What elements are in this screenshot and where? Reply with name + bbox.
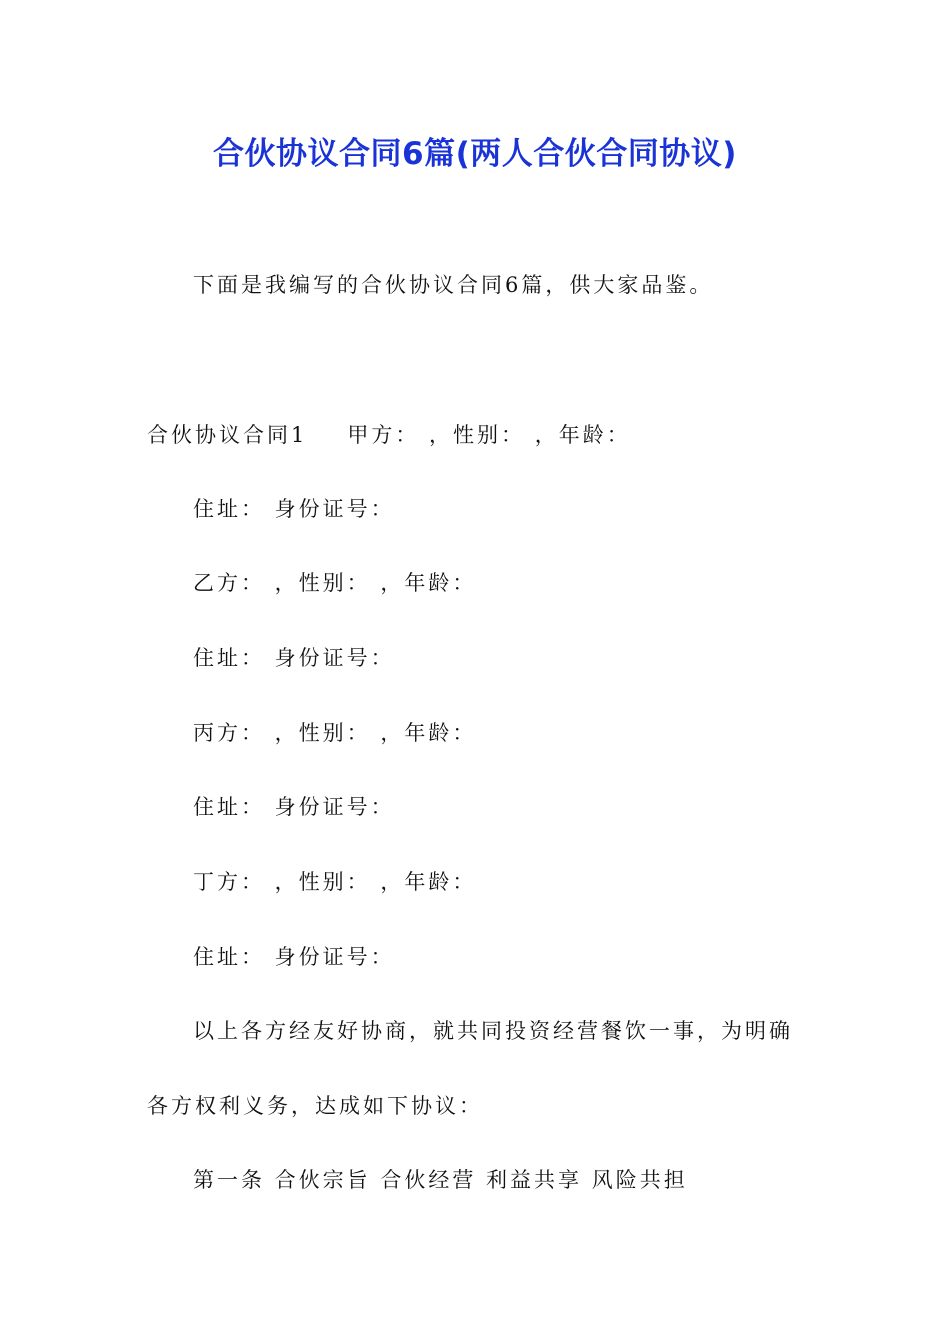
party-bing: 丙方： ，性别： ，年龄：: [193, 721, 477, 745]
address-line-2: 住址： 身份证号：: [193, 646, 395, 670]
address-line-3: 住址： 身份证号：: [193, 795, 395, 819]
party-yi: 乙方： ，性别： ，年龄：: [193, 571, 477, 595]
document-title: 合伙协议合同6篇(两人合伙合同协议): [213, 136, 737, 172]
address-line-4: 住址： 身份证号：: [193, 945, 395, 969]
party-ding: 丁方： ，性别： ，年龄：: [193, 870, 477, 894]
paragraph-1-line-1: 以上各方经友好协商，就共同投资经营餐饮一事，为明确: [193, 1019, 793, 1043]
section-heading: 合伙协议合同1: [147, 423, 308, 447]
address-line-1: 住址： 身份证号：: [193, 497, 395, 521]
section-line-1: [147, 420, 631, 450]
intro-paragraph: 下面是我编写的合伙协议合同6篇，供大家品鉴。: [193, 273, 714, 297]
party-jia: 甲方： ，性别： ，年龄：: [347, 423, 631, 447]
article-1: 第一条 合伙宗旨 合伙经营 利益共享 风险共担: [193, 1168, 688, 1192]
paragraph-1-line-2: 各方权利义务，达成如下协议：: [147, 1094, 483, 1118]
